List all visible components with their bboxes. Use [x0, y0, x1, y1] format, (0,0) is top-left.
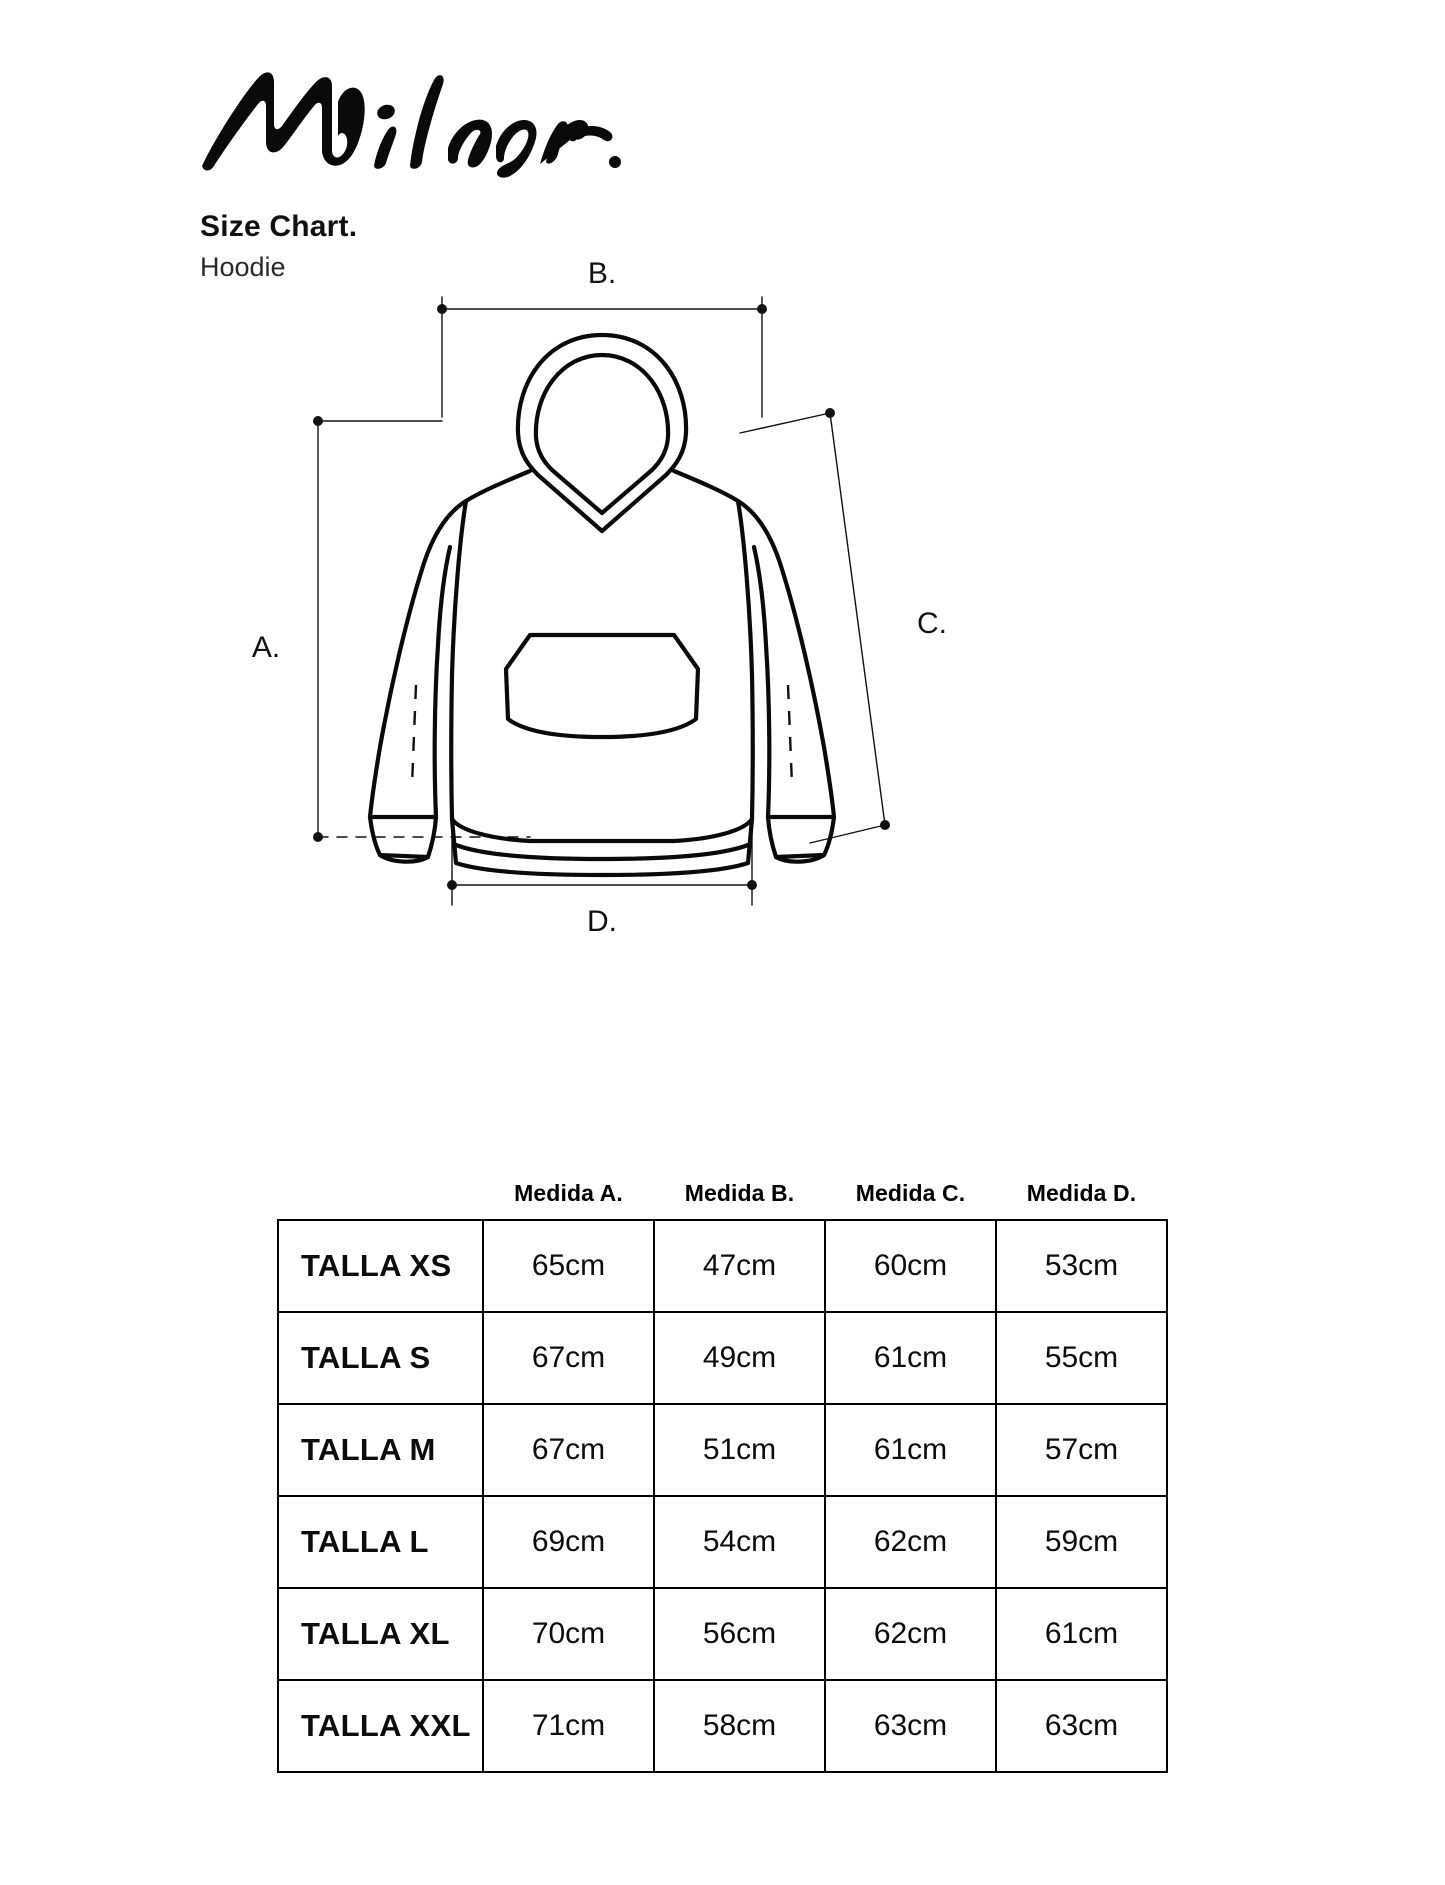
value-medida-b: 58cm [654, 1680, 825, 1772]
value-medida-c: 60cm [825, 1220, 996, 1312]
header-row [278, 1180, 1167, 1220]
right-body-seam [738, 501, 753, 819]
header-cell-medida-b: Medida B. [684, 1180, 795, 1206]
table-row [278, 1404, 1167, 1496]
waistband-top [452, 819, 752, 841]
value-medida-d: 61cm [996, 1588, 1167, 1680]
table-row [278, 1220, 1167, 1312]
table-row [278, 1588, 1167, 1680]
dimension-label-c: C. [917, 607, 947, 640]
value-medida-a: 71cm [483, 1680, 654, 1772]
dimension-lines [318, 297, 885, 905]
value-medida-c: 61cm [825, 1404, 996, 1496]
dimension-label-d: D. [587, 905, 617, 938]
dimension-label-a: A. [251, 631, 281, 664]
size-label: TALLA XL [278, 1588, 483, 1680]
header-cell-size [278, 1180, 483, 1220]
page-title: Size Chart. [200, 210, 358, 243]
brand-logo [196, 62, 616, 172]
size-label: TALLA S [278, 1312, 483, 1404]
size-table-container [277, 1180, 1167, 1773]
value-medida-d: 53cm [996, 1220, 1167, 1312]
value-medida-c: 62cm [825, 1496, 996, 1588]
value-medida-a: 67cm [483, 1312, 654, 1404]
page-subtitle: Hoodie [200, 252, 286, 282]
value-medida-d: 59cm [996, 1496, 1167, 1588]
title-block [200, 212, 800, 281]
waistband-outer [452, 819, 752, 875]
size-table-header [278, 1180, 1167, 1220]
value-medida-c: 62cm [825, 1588, 996, 1680]
size-label: TALLA XXL [278, 1680, 483, 1772]
size-label: TALLA L [278, 1496, 483, 1588]
value-medida-d: 57cm [996, 1404, 1167, 1496]
size-label: TALLA M [278, 1404, 483, 1496]
waistband-inner [456, 845, 748, 859]
value-medida-b: 54cm [654, 1496, 825, 1588]
value-medida-a: 70cm [483, 1588, 654, 1680]
kangaroo-pocket [506, 635, 698, 737]
logo-script-strokes [202, 72, 621, 177]
value-medida-b: 56cm [654, 1588, 825, 1680]
value-medida-a: 67cm [483, 1404, 654, 1496]
header-cell-medida-d: Medida D. [1026, 1180, 1137, 1206]
table-row [278, 1680, 1167, 1772]
left-body-seam [451, 501, 466, 819]
header-cell-medida-a: Medida A. [514, 1180, 623, 1206]
value-medida-d: 63cm [996, 1680, 1167, 1772]
hood-outer [518, 335, 686, 531]
value-medida-d: 55cm [996, 1312, 1167, 1404]
hoodie-outline [370, 335, 834, 875]
value-medida-a: 69cm [483, 1496, 654, 1588]
value-medida-a: 65cm [483, 1220, 654, 1312]
value-medida-b: 51cm [654, 1404, 825, 1496]
value-medida-b: 47cm [654, 1220, 825, 1312]
table-row [278, 1496, 1167, 1588]
size-label: TALLA XS [278, 1220, 483, 1312]
value-medida-c: 63cm [825, 1680, 996, 1772]
value-medida-c: 61cm [825, 1312, 996, 1404]
header-cell-medida-c: Medida C. [855, 1180, 966, 1206]
table-row [278, 1312, 1167, 1404]
size-table-body [278, 1220, 1167, 1772]
size-table [277, 1180, 1168, 1773]
right-cuff [768, 817, 834, 857]
dimension-endpoints [313, 304, 890, 890]
dimension-label-b: B. [587, 257, 617, 290]
value-medida-b: 49cm [654, 1312, 825, 1404]
